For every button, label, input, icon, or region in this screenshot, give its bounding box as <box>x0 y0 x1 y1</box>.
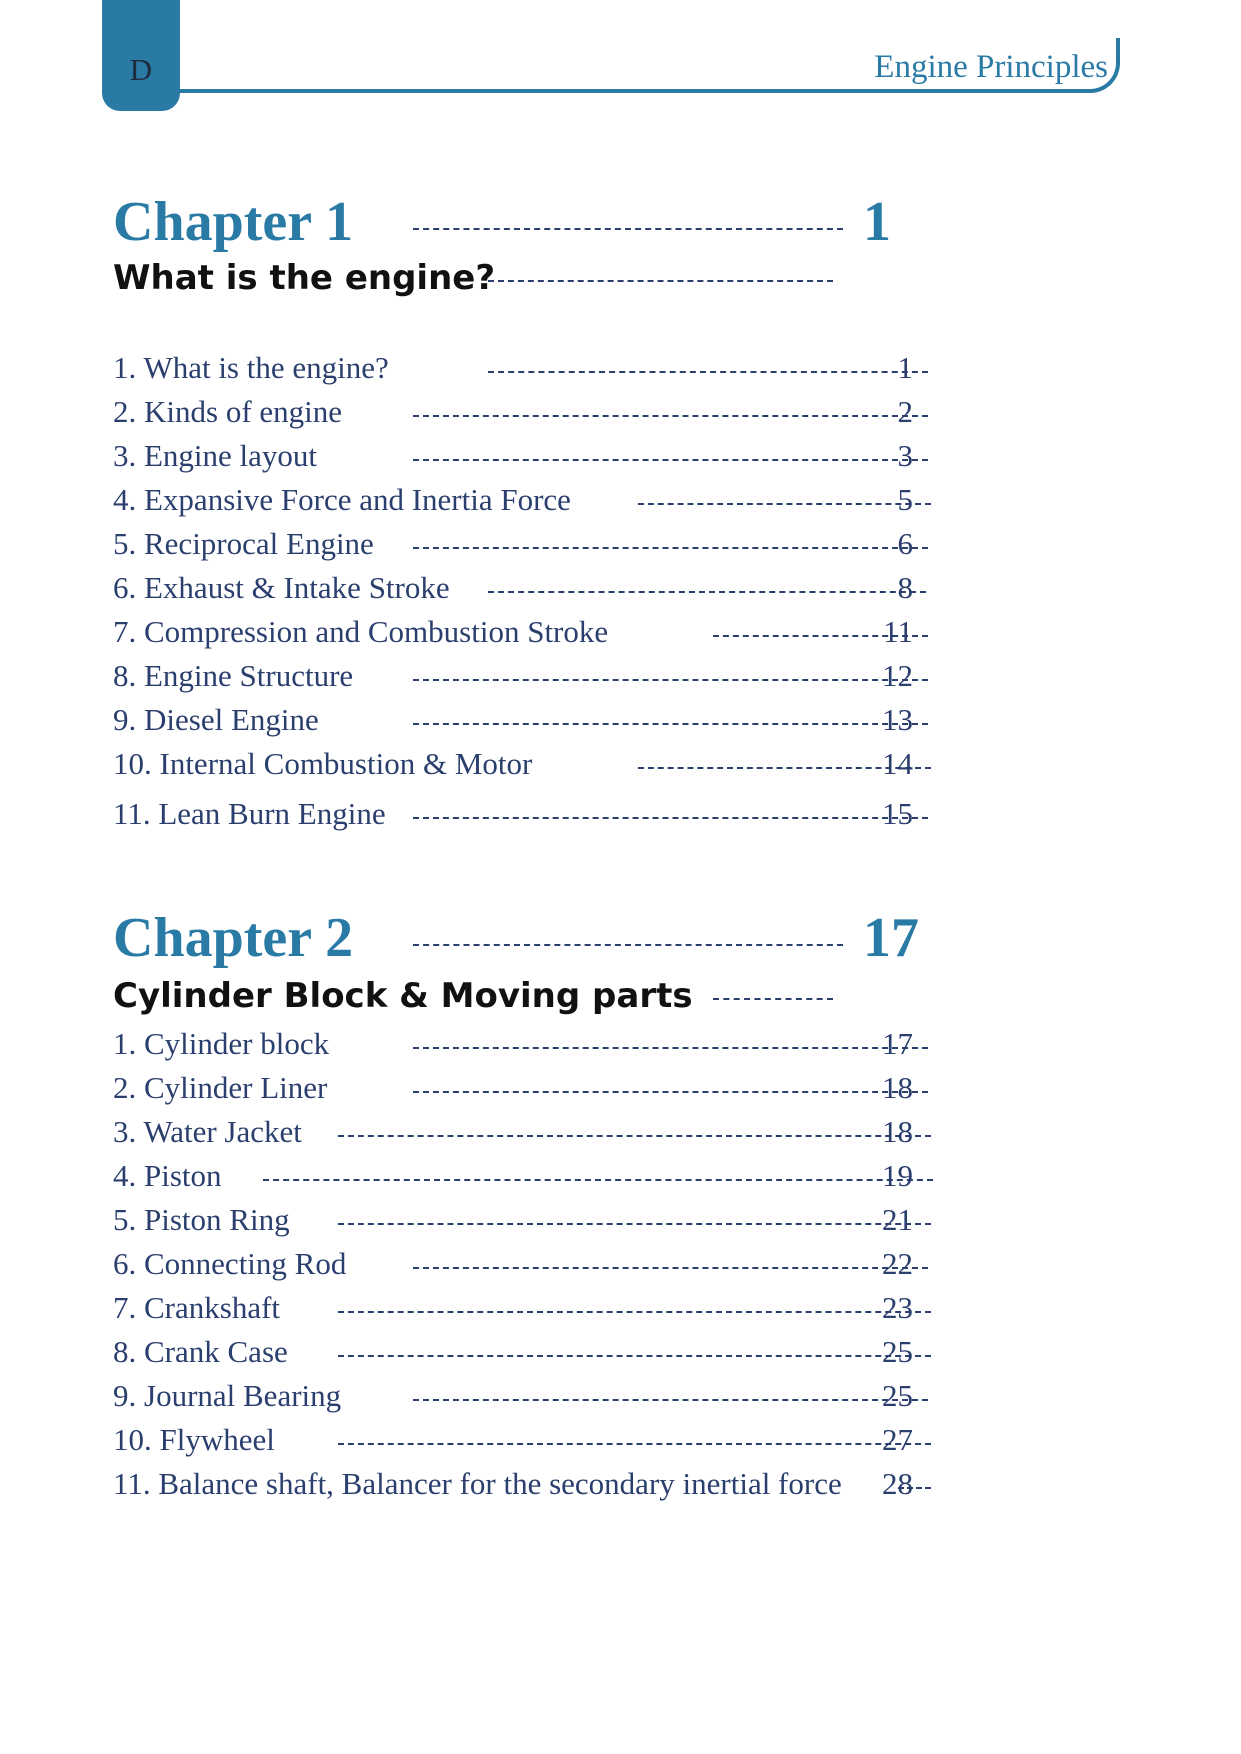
entry-title: 7. Crankshaft <box>113 1290 281 1325</box>
toc-entry[interactable] <box>113 1156 1013 1196</box>
toc-entry[interactable] <box>113 392 1013 432</box>
entry-title: 2. Kinds of engine <box>113 394 343 429</box>
entry-page: 23 <box>882 1290 913 1325</box>
chapter-heading[interactable] <box>113 906 933 970</box>
entry-title: 10. Internal Combustion & Motor <box>113 746 533 781</box>
entry-title: 8. Engine Structure <box>113 658 354 693</box>
entry-page: 21 <box>882 1202 913 1237</box>
entry-page: 19 <box>882 1158 913 1193</box>
entry-title: 3. Engine layout <box>113 438 318 473</box>
entry-title: 9. Diesel Engine <box>113 702 319 737</box>
entry-page: 3 <box>897 438 913 473</box>
entry-page: 18 <box>882 1070 913 1105</box>
toc-entry[interactable] <box>113 656 1013 696</box>
entry-page: 5 <box>897 482 913 517</box>
leader-dots <box>413 679 928 681</box>
entry-page: 18 <box>882 1114 913 1149</box>
entry-title: 2. Cylinder Liner <box>113 1070 328 1105</box>
chapter-title: Chapter 2 <box>113 907 354 969</box>
toc-entry[interactable] <box>113 700 1013 740</box>
entry-title: 11. Balance shaft, Balancer for the secondary inertial force <box>113 1466 842 1501</box>
chapter-title: Chapter 1 <box>113 191 354 253</box>
entry-title: 9. Journal Bearing <box>113 1378 342 1413</box>
entry-page: 8 <box>897 570 913 605</box>
entry-title: 7. Compression and Combustion Stroke <box>113 614 609 649</box>
leader-dots <box>413 459 928 461</box>
leader-dots <box>338 1311 931 1313</box>
entry-title: 5. Piston Ring <box>113 1202 290 1237</box>
entry-page: 27 <box>882 1422 913 1457</box>
chapter-subtitle: What is the engine? <box>113 258 496 298</box>
toc-entry[interactable] <box>113 1288 1013 1328</box>
leader-dots <box>338 1443 931 1445</box>
entry-page: 11 <box>883 614 913 649</box>
entry-page: 12 <box>882 658 913 693</box>
entry-title: 11. Lean Burn Engine <box>113 796 386 831</box>
toc-entry[interactable] <box>113 348 1013 388</box>
entry-page: 1 <box>897 350 913 385</box>
running-title: Engine Principles <box>874 49 1108 85</box>
toc-entry[interactable] <box>113 568 1013 608</box>
entry-title: 5. Reciprocal Engine <box>113 526 374 561</box>
leader-dots <box>713 998 833 1000</box>
entry-title: 6. Exhaust & Intake Stroke <box>113 570 450 605</box>
entry-page: 15 <box>882 796 913 831</box>
toc-entry[interactable] <box>113 794 1013 834</box>
leader-dots <box>413 817 928 819</box>
leader-dots <box>413 1091 928 1093</box>
entry-page: 2 <box>897 394 913 429</box>
entry-page: 14 <box>882 746 913 781</box>
leader-dots <box>338 1135 931 1137</box>
toc-entry[interactable] <box>113 436 1013 476</box>
leader-dots <box>413 723 928 725</box>
toc-entry[interactable] <box>113 1200 1013 1240</box>
toc-entry[interactable] <box>113 1464 1013 1504</box>
toc-entry[interactable] <box>113 612 1013 652</box>
entry-title: 1. What is the engine? <box>113 350 389 385</box>
entry-title: 4. Expansive Force and Inertia Force <box>113 482 571 517</box>
toc-entry[interactable] <box>113 524 1013 564</box>
leader-dots <box>413 944 843 946</box>
leader-dots <box>413 228 843 230</box>
entry-title: 10. Flywheel <box>113 1422 275 1457</box>
chapter-page-number: 17 <box>863 907 919 969</box>
toc-entry[interactable] <box>113 1024 1013 1064</box>
leader-dots <box>413 1047 928 1049</box>
entry-title: 1. Cylinder block <box>113 1026 330 1061</box>
entry-title: 3. Water Jacket <box>113 1114 302 1149</box>
entry-page: 6 <box>897 526 913 561</box>
entry-title: 4. Piston <box>113 1158 222 1193</box>
entry-page: 22 <box>882 1246 913 1281</box>
entry-page: 25 <box>882 1334 913 1369</box>
entry-page: 13 <box>882 702 913 737</box>
toc-entry[interactable] <box>113 480 1013 520</box>
toc-entry[interactable] <box>113 1332 1013 1372</box>
entry-page: 25 <box>882 1378 913 1413</box>
entry-page: 28 <box>882 1466 913 1501</box>
leader-dots <box>413 1267 928 1269</box>
section-letter: D <box>129 52 153 87</box>
toc-entry[interactable] <box>113 1112 1013 1152</box>
chapter-subtitle-row <box>113 256 933 300</box>
chapter-heading[interactable] <box>113 190 933 254</box>
leader-dots <box>488 280 833 282</box>
entry-title: 6. Connecting Rod <box>113 1246 347 1281</box>
leader-dots <box>413 547 928 549</box>
toc-entry[interactable] <box>113 744 1013 784</box>
leader-dots <box>413 415 928 417</box>
entry-title: 8. Crank Case <box>113 1334 288 1369</box>
chapter-subtitle-row <box>113 974 933 1018</box>
leader-dots <box>338 1223 931 1225</box>
leader-dots <box>338 1355 931 1357</box>
chapter-page-number: 1 <box>863 191 891 253</box>
leader-dots <box>413 1399 928 1401</box>
chapter-subtitle: Cylinder Block & Moving parts <box>113 976 693 1016</box>
toc-entry[interactable] <box>113 1376 1013 1416</box>
toc-entry[interactable] <box>113 1244 1013 1284</box>
toc-entry[interactable] <box>113 1420 1013 1460</box>
toc-entry[interactable] <box>113 1068 1013 1108</box>
leader-dots <box>263 1179 933 1181</box>
entry-page: 17 <box>882 1026 913 1061</box>
